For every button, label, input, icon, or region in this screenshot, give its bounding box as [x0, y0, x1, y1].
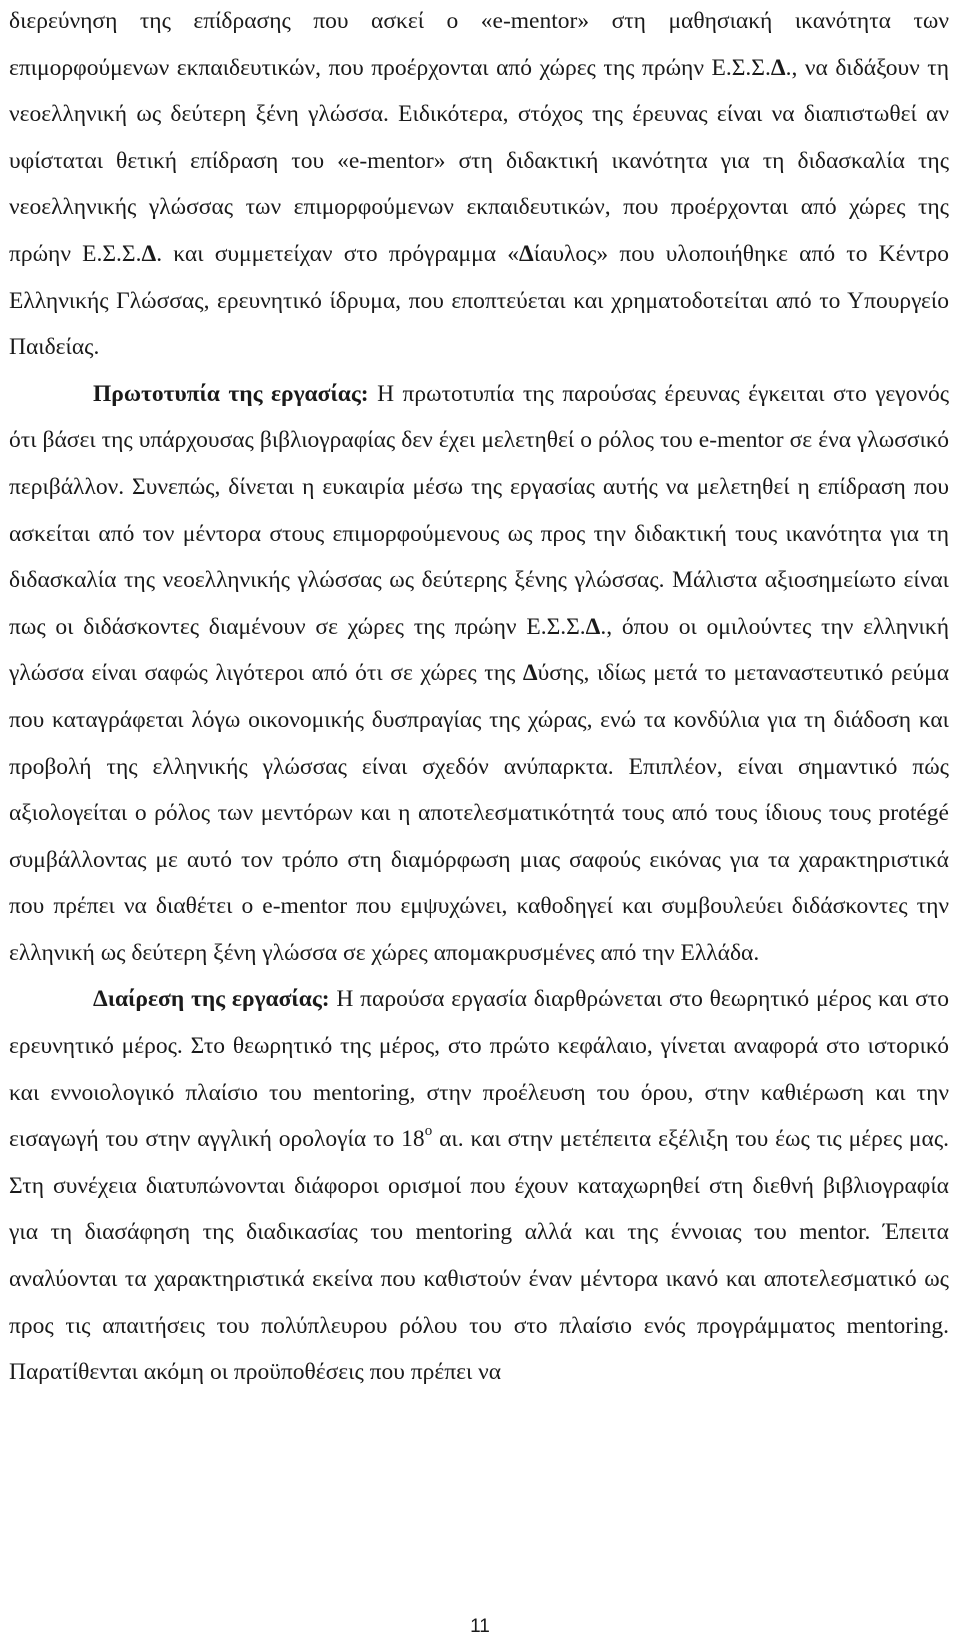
body-text [9, 0, 949, 1396]
page-number: 11 [470, 1616, 490, 1637]
paragraph-originality: Πρωτοτυπία της εργασίας: Η πρωτοτυπία της παρούσας έρευνας έγκειται στο γεγονός ότι βάσει της υπάρχουσας βιβλιογραφίας δεν έχει μελετηθεί ο ρόλος του e-mentor σε ένα γλωσσικό περιβάλλον. Συνεπώς, δίνεται η ευκαιρία μέσω της εργασίας αυτής να μελετηθεί η επίδραση που ασκείται από τον μέντορα στους επιμορφούμενους ως προς την διδακτική τους ικανότητα για τη διδασκαλία της νεοελληνικής γλώσσας ως δεύτερης ξένης γλώσσας. Μάλιστα αξιοσημείωτο είναι πως οι διδάσκοντες διαμένουν σε χώρες της πρώην Ε.Σ.Σ.Δ., όπου οι ομιλούντες την ελληνική γλώσσα είναι σαφώς λιγότεροι από ότι σε χώρες της Δύσης, ιδίως μετά το μεταναστευτικό ρεύμα που καταγράφεται λόγω οικονομικής δυσπραγίας της χώρας, ενώ τα κονδύλια για τη διάδοση και προβολή της ελληνικής γλώσσας είναι σχεδόν ανύπαρκτα. Επιπλέον, είναι σημαντικό πώς αξιολογείται ο ρόλος των μεντόρων και η αποτελεσματικότητά τους από τους ίδιους τους protégé συμβάλλοντας με αυτό τον τρόπο στη διαμόρφωση μιας σαφούς εικόνας για τα χαρακτηριστικά που πρέπει να διαθέτει ο e-mentor που εμψυχώνει, καθοδηγεί και συμβουλεύει διδάσκοντες την ελληνική ως δεύτερη ξένη γλώσσα σε χώρες απομακρυσμένες από την Ελλάδα. [9, 380, 950, 966]
originality-heading: Πρωτοτυπία της εργασίας: [93, 380, 369, 407]
paragraph-research-aim: διερεύνηση της επίδρασης που ασκεί ο «e-mentor» στη μαθησιακή ικανότητα των επιμορφούμενων εκπαιδευτικών, που προέρχονται από χώρες της πρώην Ε.Σ.Σ.Δ., να διδάξουν τη νεοελληνική ως δεύτερη ξένη γλώσσα. Ειδικότερα, στόχος της έρευνας είναι να διαπιστωθεί αν υφίσταται θετική επίδραση του «e-mentor» στη διδακτική ικανότητα για τη διδασκαλία της νεοελληνικής γλώσσας των επιμορφούμενων εκπαιδευτικών, που προέρχονται από χώρες της πρώην Ε.Σ.Σ.Δ. και συμμετείχαν στο πρόγραμμα «Δίαυλος» που υλοποιήθηκε από το Κέντρο Ελληνικής Γλώσσας, ερευνητικό ίδρυμα, που εποπτεύεται και χρηματοδοτείται από το Υπουργείο Παιδείας. [9, 8, 950, 361]
ordinal-superscript: ο [424, 1123, 433, 1140]
structure-heading: Διαίρεση της εργασίας: [93, 986, 330, 1013]
paragraph-structure: Διαίρεση της εργασίας: Η παρούσα εργασία διαρθρώνεται στο θεωρητικό μέρος και στο ερευνητικό μέρος. Στο θεωρητικό της μέρος, στο πρώτο κεφάλαιο, γίνεται αναφορά στο ιστορικό και εννοιολογικό πλαίσιο του mentoring, στην προέλευση του όρου, στην καθιέρωση και την εισαγωγή του στην αγγλική ορολογία το $18^o$ αι. και στην μετέπειτα εξέλιξη του έως τις μέρες μας. Στη συνέχεια διατυπώνονται διάφοροι ορισμοί που έχουν καταχωρηθεί στη διεθνή βιβλιογραφία για τη διασάφηση της διαδικασίας του mentoring αλλά και της έννοιας του mentor. Έπειτα αναλύονται τα χαρακτηριστικά εκείνα που καθιστούν έναν μέντορα ικανό και αποτελεσματικό ως προς τις απαιτήσεις του πολύπλευρου ρόλου του στο πλαίσιο ενός προγράμματος mentoring. Παρατίθενται ακόμη οι προϋποθέσεις που πρέπει να [9, 986, 949, 1386]
